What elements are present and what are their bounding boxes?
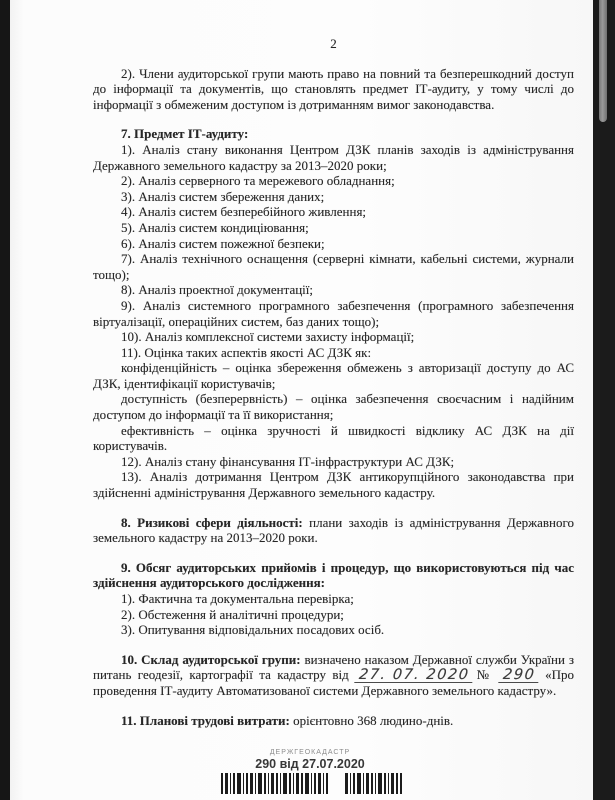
section-11-text: орієнтовно 368 людино-днів. <box>293 712 454 728</box>
section-10-heading: 10. Склад аудиторської групи: <box>121 651 301 667</box>
list-item: 12). Аналіз стану фінансування ІТ-інфраструктури АС ДЗК; <box>121 453 455 469</box>
definition-item: доступність (безперервність) – оцінка забезпечення своєчасним і надійним доступом до інформації та її використання; <box>93 391 574 423</box>
section-11-paragraph <box>93 713 574 729</box>
list-item: 8). Аналіз проектної документації; <box>121 282 314 298</box>
list-item: 6). Аналіз систем пожежної безпеки; <box>121 235 325 251</box>
list-item: 9). Аналіз системного програмного забезпечення (програмного забезпечення віртуалізації, операційних систем, баз даних тощо); <box>93 297 574 329</box>
list-item: 3). Опитування відповідальних посадових осіб. <box>121 622 385 638</box>
list-item: 3). Аналіз систем збереження даних; <box>121 188 325 204</box>
list-item: 5). Аналіз систем кондиціювання; <box>121 219 309 235</box>
document-page <box>10 0 593 800</box>
list-item: 1). Аналіз стану виконання Центром ДЗК планів заходів із адміністрування Державного земельного кадастру за 2013–2020 роки; <box>93 141 574 173</box>
scrollbar-thumb[interactable] <box>599 0 607 122</box>
section-9-heading: 9. Обсяг аудиторських прийомів і процедур, що використовуються під час здійснення аудиторського дослідження: <box>93 559 574 591</box>
handwritten-date: 27. 07. 2020 <box>354 669 474 683</box>
list-item: 10). Аналіз комплексної системи захисту інформації; <box>121 329 415 345</box>
page-content <box>93 36 574 729</box>
section-10-text-after: «Про проведення ІТ-аудиту Автоматизованої системи Державного земельного кадастру». <box>93 667 575 699</box>
page-number: 2 <box>330 36 337 51</box>
list-item: 2). Обстеження й аналітичні процедури; <box>121 606 344 622</box>
list-item: 1). Фактична та документальна перевірка; <box>121 591 354 606</box>
list-item: 2). Аналіз серверного та мережевого обладнання; <box>121 173 395 189</box>
definition-item: конфіденційність – оцінка збереження обмежень з авторизації доступу до АС ДЗК, ідентифікації користувачів; <box>93 360 574 391</box>
list-item: 4). Аналіз систем безперебійного живлення; <box>121 204 367 220</box>
section-8-text: плани заходів із адміністрування Державного земельного кадастру на 2013–2020 роки. <box>93 514 574 546</box>
list-item: 11). Оцінка таких аспектів якості АС ДЗК як: <box>121 344 372 360</box>
section-10-paragraph <box>93 652 574 699</box>
section-7-heading: 7. Предмет ІТ-аудиту: <box>121 126 249 142</box>
section-11-heading: 11. Планові трудові витрати: <box>121 712 290 728</box>
barcode <box>215 773 405 794</box>
section-10-text: визначено наказом Державної служби України з питань геодезії, картографії та кадастру від <box>93 651 575 683</box>
list-item: 7). Аналіз технічного оснащення (серверні кімнати, кабельні системи, журнали тощо); <box>93 251 574 282</box>
handwritten-order-number: 290 <box>498 669 540 683</box>
list-item: 13). Аналіз дотримання Центром ДЗК антикорупційного законодавства при здійсненні адміністрування Державного земельного кадастру. <box>93 469 574 501</box>
section-8-paragraph <box>93 515 574 546</box>
intro-paragraph: 2). Члени аудиторської групи мають право на повний та безперешкодний доступ до інформації та документів, що становлять предмет ІТ-аудиту, у тому числі до інформації з обмеженим доступом із дотриманням вимог законодавства. <box>93 65 574 112</box>
definition-item: ефективність – оцінка зручності й швидкості відклику АС ДЗК на дії користувачів. <box>93 422 574 454</box>
registration-stamp <box>215 749 405 799</box>
scan-edge-left <box>0 0 10 800</box>
section-8-heading: 8. Ризикові сфери діяльності: <box>121 514 303 530</box>
stamp-organization: ДЕРЖГЕОКАДАСТР <box>269 749 351 756</box>
stamp-reference: 290 від 27.07.2020 <box>255 757 365 771</box>
number-sign: № <box>473 667 493 683</box>
